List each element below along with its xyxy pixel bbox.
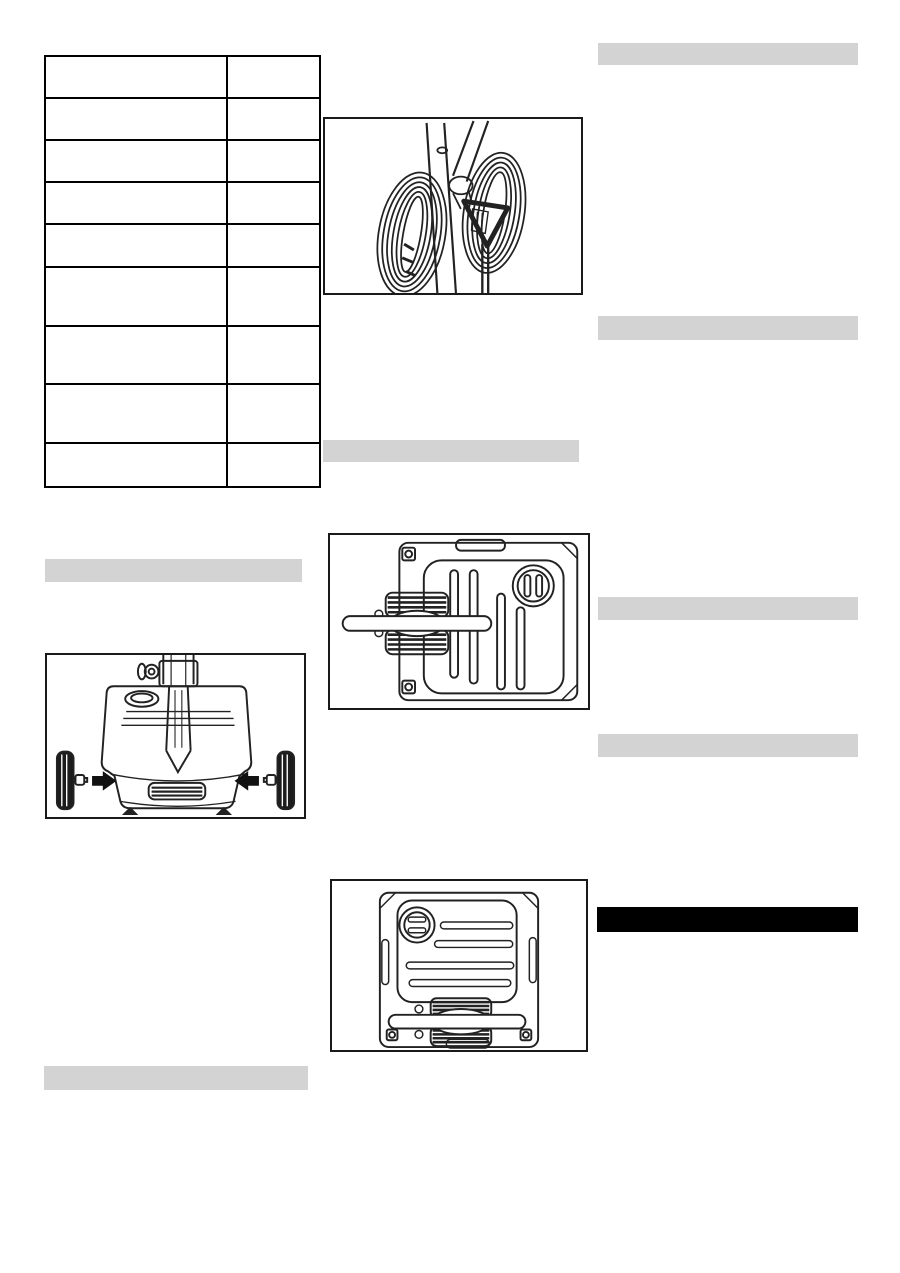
table-cell — [45, 56, 227, 98]
table-cell — [45, 182, 227, 224]
table-cell — [227, 140, 320, 182]
hose-reel-illustration — [325, 119, 581, 293]
table-cell — [227, 98, 320, 140]
table-cell — [227, 267, 320, 326]
figure-wheel-assembly — [45, 653, 306, 819]
table-cell — [227, 182, 320, 224]
table-row — [45, 224, 320, 267]
section-heading-bar-right-1 — [598, 43, 858, 65]
table-cell — [45, 384, 227, 443]
table-row — [45, 443, 320, 487]
table-row — [45, 326, 320, 384]
top-view-bottom-handle-illustration — [332, 881, 586, 1050]
table-cell — [45, 443, 227, 487]
table-row — [45, 384, 320, 443]
table-row — [45, 267, 320, 326]
table-cell — [227, 326, 320, 384]
table-cell — [45, 140, 227, 182]
section-heading-bar-right-4 — [598, 734, 858, 757]
chapter-heading-bar-inverse — [597, 907, 858, 932]
section-heading-bar-left-1 — [45, 559, 302, 582]
top-view-side-handle-illustration — [330, 535, 588, 708]
table-cell — [227, 384, 320, 443]
figure-hose-reel — [323, 117, 583, 295]
table-cell — [45, 326, 227, 384]
wheel-assembly-illustration — [47, 655, 304, 817]
table-cell — [45, 224, 227, 267]
table-cell — [45, 98, 227, 140]
table-cell — [45, 267, 227, 326]
table-cell — [227, 56, 320, 98]
section-heading-bar-right-2 — [598, 316, 858, 340]
figure-top-view-side-handle — [328, 533, 590, 710]
spec-table — [44, 55, 321, 488]
table-cell — [227, 443, 320, 487]
table-cell — [227, 224, 320, 267]
table-row — [45, 182, 320, 224]
table-row — [45, 98, 320, 140]
section-heading-bar-right-3 — [598, 597, 858, 620]
table-row — [45, 56, 320, 98]
section-heading-bar-middle-1 — [323, 440, 579, 462]
table-row — [45, 140, 320, 182]
figure-top-view-bottom-handle — [330, 879, 588, 1052]
section-heading-bar-left-2 — [44, 1066, 308, 1090]
